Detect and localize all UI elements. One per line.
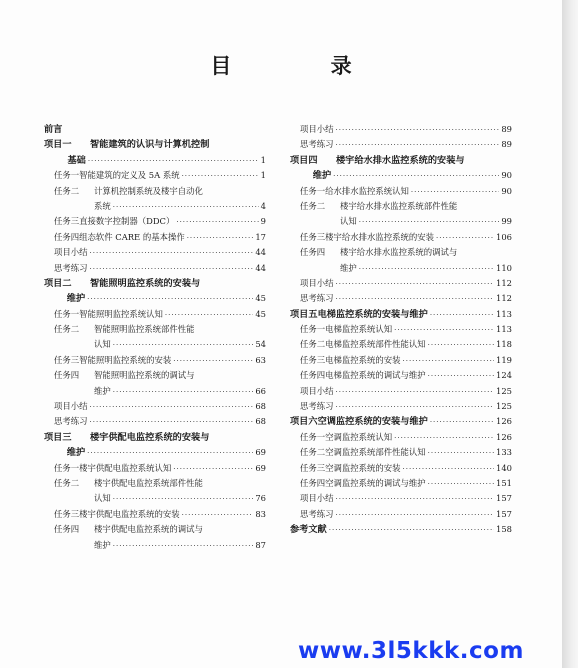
toc-entry — [44, 137, 266, 152]
toc-page-number: 90 — [501, 170, 512, 181]
toc-leader-dots — [90, 262, 254, 277]
toc-entry-label: 项目一 — [44, 139, 72, 151]
toc-entry-title: 维护 — [312, 170, 332, 182]
toc-entry — [290, 230, 512, 245]
toc-leader-dots — [176, 215, 258, 230]
toc-page-number: 140 — [496, 462, 512, 473]
toc-page-number: 90 — [501, 185, 512, 196]
toc-entry — [44, 245, 266, 260]
toc-entry — [44, 261, 266, 276]
toc-entry — [44, 307, 266, 322]
toc-leader-dots — [359, 262, 494, 277]
toc-entry — [290, 507, 512, 522]
toc-page-number: 68 — [255, 401, 266, 412]
toc-page-number: 89 — [501, 139, 512, 150]
toc-leader-dots — [336, 138, 500, 153]
toc-leader-dots — [403, 354, 495, 369]
toc-page-number: 44 — [255, 262, 266, 273]
toc-entry-title: 楼宇供配电监控系统的调试与 — [94, 524, 203, 535]
toc-entry — [44, 214, 266, 229]
toc-entry-label: 任务二 — [54, 324, 80, 335]
toc-entry-label: 任务三 — [300, 462, 326, 473]
toc-entry-title: 电梯监控系统部件性能认知 — [325, 339, 426, 350]
toc-entry-title: 项目小结 — [54, 247, 88, 258]
toc-page-number: 157 — [496, 493, 512, 504]
toc-entry-title: 项目小结 — [54, 401, 88, 412]
page-edge-shadow — [562, 0, 578, 668]
toc-entry-label: 任务二 — [300, 339, 326, 350]
toc-entry — [44, 337, 266, 352]
toc-page-number: 112 — [496, 277, 512, 288]
toc-entry — [290, 399, 512, 414]
toc-entry — [290, 276, 512, 291]
page-title: 目 录 — [210, 54, 398, 78]
toc-page-number: 112 — [496, 293, 512, 304]
toc-entry-title: 思考练习 — [300, 401, 334, 412]
toc-entry — [290, 153, 512, 168]
toc-page-number: 87 — [255, 539, 266, 550]
toc-entry-title: 楼宇供配电监控系统认知 — [79, 462, 172, 473]
toc-page-number: 83 — [255, 508, 266, 519]
toc-entry-label: 项目五 — [290, 308, 318, 320]
toc-entry-title: 智能建筑的定义及 5A 系统 — [79, 170, 180, 181]
toc-page-number: 126 — [496, 431, 512, 442]
toc-entry — [44, 122, 266, 137]
toc-entry-title: 认知 — [340, 216, 357, 227]
toc-page-number: 157 — [496, 508, 512, 519]
toc-entry — [44, 414, 266, 429]
toc-entry-title: 维护 — [94, 539, 111, 550]
toc-entry — [44, 430, 266, 445]
toc-entry-title: 楼宇给水排水监控系统部件性能 — [340, 200, 458, 211]
toc-entry — [44, 230, 266, 245]
toc-leader-dots — [333, 169, 499, 184]
toc-entry — [290, 307, 512, 322]
toc-entry-label: 任务三 — [300, 231, 326, 242]
toc-leader-dots — [87, 292, 253, 307]
toc-leader-dots — [428, 338, 494, 353]
toc-entry-title: 智能照明监控系统的安装 — [79, 354, 172, 365]
toc-entry-label: 项目二 — [44, 277, 72, 289]
toc-entry-title: 智能照明监控系统的安装与 — [90, 277, 201, 289]
toc-entry — [44, 353, 266, 368]
toc-entry-label: 任务一 — [300, 324, 326, 335]
toc-leader-dots — [428, 477, 494, 492]
toc-leader-dots — [113, 200, 259, 215]
toc-entry-label: 项目四 — [290, 154, 318, 166]
toc-entry — [44, 368, 266, 383]
toc-entry-label: 项目三 — [44, 431, 72, 443]
toc-entry-title: 直接数字控制器（DDC） — [79, 216, 175, 227]
toc-page-number: 4 — [260, 200, 266, 211]
toc-page-number: 110 — [496, 262, 512, 273]
toc-entry — [44, 522, 266, 537]
toc-entry-title: 空调监控系统认知 — [325, 431, 393, 442]
toc-leader-dots — [359, 215, 500, 230]
toc-entry-title: 楼宇给水排水监控系统的安装与 — [336, 154, 465, 166]
toc-entry-label: 任务二 — [300, 447, 326, 458]
toc-page-number: 1 — [260, 154, 266, 165]
toc-leader-dots — [90, 415, 254, 430]
toc-leader-dots — [411, 185, 499, 200]
toc-entry — [44, 184, 266, 199]
toc-entry — [290, 384, 512, 399]
toc-entry — [44, 538, 266, 553]
toc-entry-title: 思考练习 — [54, 262, 88, 273]
toc-page-number: 69 — [255, 462, 266, 473]
toc-entry-title: 电梯监控系统的安装与维护 — [317, 308, 428, 320]
toc-entry-title: 思考练习 — [54, 416, 88, 427]
toc-entry — [44, 322, 266, 337]
toc-leader-dots — [113, 338, 254, 353]
toc-page-number: 99 — [501, 216, 512, 227]
toc-page-number: 119 — [496, 354, 512, 365]
toc-leader-dots — [187, 231, 254, 246]
toc-entry-title: 计算机控制系统及楼宇自动化 — [94, 185, 203, 196]
toc-entry — [290, 137, 512, 152]
toc-entry-title: 电梯监控系统的调试与维护 — [325, 370, 426, 381]
toc-entry-title: 参考文献 — [290, 524, 327, 536]
toc-entry — [44, 445, 266, 460]
toc-leader-dots — [428, 446, 494, 461]
toc-entry — [44, 291, 266, 306]
toc-leader-dots — [173, 462, 253, 477]
toc-page-number: 125 — [496, 401, 512, 412]
watermark-url: www.3l5kkk.com — [298, 638, 524, 664]
toc-entry-label: 任务四 — [54, 524, 80, 535]
toc-entry-title: 系统 — [94, 200, 111, 211]
toc-entry-label: 任务四 — [300, 370, 326, 381]
toc-page-number: 106 — [496, 231, 512, 242]
toc-page-number: 68 — [255, 416, 266, 427]
toc-entry-title: 思考练习 — [300, 139, 334, 150]
toc-entry-title: 维护 — [94, 385, 111, 396]
toc-entry-label: 任务四 — [300, 477, 326, 488]
toc-entry — [290, 214, 512, 229]
toc-entry-label: 项目六 — [290, 416, 318, 428]
toc-page-number: 69 — [255, 447, 266, 458]
toc-entry-title: 电梯监控系统的安装 — [325, 354, 401, 365]
toc-entry — [290, 476, 512, 491]
toc-leader-dots — [329, 523, 494, 538]
toc-entry — [290, 368, 512, 383]
toc-entry — [290, 491, 512, 506]
toc-entry-title: 项目小结 — [300, 124, 334, 134]
toc-entry-title: 项目小结 — [300, 277, 334, 288]
toc-entry-label: 任务一 — [300, 431, 326, 442]
toc-entry-title: 智能照明监控系统认知 — [79, 308, 163, 319]
toc-entry-title: 组态软件 CARE 的基本操作 — [79, 231, 185, 242]
toc-leader-dots — [182, 508, 254, 523]
toc-leader-dots — [336, 400, 495, 415]
toc-entry-title: 楼宇供配电监控系统的安装 — [79, 508, 180, 519]
toc-entry-label: 任务四 — [54, 231, 80, 242]
toc-entry-title: 认知 — [94, 339, 111, 350]
toc-entry — [44, 507, 266, 522]
toc-entry-title: 电梯监控系统认知 — [325, 324, 393, 335]
toc-entry-title: 前言 — [44, 124, 63, 135]
toc-leader-dots — [394, 323, 494, 338]
toc-entry — [44, 168, 266, 183]
toc-leader-dots — [113, 539, 254, 554]
toc-entry-title: 空调监控系统部件性能认知 — [325, 447, 426, 458]
toc-page-number: 133 — [496, 447, 512, 458]
toc-page-number: 54 — [255, 339, 266, 350]
toc-page-number: 45 — [255, 293, 266, 304]
toc-leader-dots — [90, 246, 254, 261]
toc-entry — [290, 261, 512, 276]
toc-entry-title: 智能照明监控系统的调试与 — [94, 370, 195, 381]
toc-entry-title: 维护 — [66, 293, 86, 305]
toc-entry — [290, 461, 512, 476]
toc-entry-title: 空调监控系统的安装与维护 — [317, 416, 428, 428]
toc-leader-dots — [430, 415, 494, 430]
toc-entry — [44, 276, 266, 291]
toc-page-number: 126 — [496, 416, 512, 427]
toc-entry-label: 任务四 — [300, 247, 326, 258]
toc-entry-title: 空调监控系统的安装 — [325, 462, 401, 473]
toc-right-column — [290, 122, 512, 538]
toc-entry — [290, 168, 512, 183]
toc-entry — [290, 245, 512, 260]
toc-entry — [44, 153, 266, 168]
toc-leader-dots — [113, 385, 254, 400]
toc-entry — [290, 414, 512, 429]
toc-leader-dots — [394, 431, 494, 446]
toc-leader-dots — [403, 462, 495, 477]
toc-entry-label: 任务三 — [300, 354, 326, 365]
toc-entry — [290, 337, 512, 352]
toc-entry — [290, 445, 512, 460]
toc-left-column — [44, 122, 266, 553]
toc-entry — [44, 461, 266, 476]
toc-entry-title: 楼宇给水排水监控系统的调试与 — [340, 247, 458, 258]
toc-entry-title: 智能照明监控系统部件性能 — [94, 324, 195, 335]
toc-page-number: 45 — [255, 308, 266, 319]
toc-leader-dots — [113, 492, 254, 507]
toc-entry — [290, 199, 512, 214]
toc-page-number: 125 — [496, 385, 512, 396]
toc-leader-dots — [336, 292, 495, 307]
toc-page-number: 158 — [496, 524, 512, 535]
toc-entry-title: 维护 — [340, 262, 357, 273]
toc-entry-title: 空调监控系统的调试与维护 — [325, 477, 426, 488]
toc-entry-label: 任务一 — [54, 308, 80, 319]
toc-entry — [290, 122, 512, 137]
toc-page-number: 63 — [255, 354, 266, 365]
toc-entry-label: 任务二 — [54, 185, 80, 196]
toc-leader-dots — [88, 154, 259, 169]
toc-entry-title: 认知 — [94, 493, 111, 504]
toc-entry-title: 楼宇给水排水监控系统的安装 — [325, 231, 434, 242]
toc-entry — [290, 322, 512, 337]
toc-page-number: 118 — [496, 339, 512, 350]
toc-leader-dots — [336, 277, 495, 292]
toc-page-number: 113 — [496, 308, 512, 319]
toc-leader-dots — [336, 385, 495, 400]
toc-page-number: 151 — [496, 477, 512, 488]
toc-entry — [290, 291, 512, 306]
toc-entry — [290, 430, 512, 445]
toc-entry-label: 任务三 — [54, 354, 80, 365]
toc-entry — [290, 522, 512, 537]
toc-leader-dots — [430, 308, 494, 323]
toc-entry-title: 基础 — [67, 154, 86, 166]
toc-leader-dots — [436, 231, 494, 246]
toc-leader-dots — [87, 446, 253, 461]
toc-leader-dots — [336, 492, 495, 507]
toc-entry — [290, 184, 512, 199]
toc-entry-title: 楼宇供配电监控系统的安装与 — [90, 431, 210, 443]
toc-leader-dots — [336, 508, 495, 523]
toc-leader-dots — [173, 354, 253, 369]
toc-leader-dots — [90, 400, 254, 415]
toc-leader-dots — [336, 123, 500, 138]
toc-entry-title: 项目小结 — [300, 493, 334, 504]
toc-page-number: 1 — [260, 170, 266, 181]
toc-entry-label: 任务四 — [54, 370, 80, 381]
toc-page-number: 89 — [501, 124, 512, 134]
toc-leader-dots — [165, 308, 253, 323]
toc-entry-title: 楼宇供配电监控系统部件性能 — [94, 477, 203, 488]
toc-entry-label: 任务一 — [300, 185, 326, 196]
toc-page-number: 124 — [496, 370, 512, 381]
toc-entry-title: 维护 — [66, 447, 86, 459]
toc-entry — [290, 353, 512, 368]
toc-entry-title: 思考练习 — [300, 293, 334, 304]
toc-entry-title: 项目小结 — [300, 385, 334, 396]
toc-entry — [44, 476, 266, 491]
toc-page-number: 17 — [255, 231, 266, 242]
toc-entry — [44, 384, 266, 399]
toc-page-number: 66 — [255, 385, 266, 396]
toc-entry — [44, 399, 266, 414]
toc-page-number: 113 — [496, 324, 512, 335]
toc-entry — [44, 491, 266, 506]
toc-entry-label: 任务一 — [54, 462, 80, 473]
toc-entry-label: 任务三 — [54, 508, 80, 519]
toc-entry-title: 智能建筑的认识与计算机控制 — [90, 139, 210, 151]
toc-entry-label: 任务三 — [54, 216, 80, 227]
toc-entry-label: 任务二 — [300, 200, 326, 211]
toc-entry — [44, 199, 266, 214]
toc-page-number: 9 — [260, 216, 266, 227]
toc-entry-label: 任务二 — [54, 477, 80, 488]
toc-leader-dots — [182, 169, 259, 184]
toc-page-number: 44 — [255, 247, 266, 258]
toc-entry-label: 任务一 — [54, 170, 80, 181]
toc-entry-title: 思考练习 — [300, 508, 334, 519]
toc-entry-title: 给水排水监控系统认知 — [325, 185, 409, 196]
toc-leader-dots — [428, 369, 494, 384]
toc-page-number: 76 — [255, 493, 266, 504]
